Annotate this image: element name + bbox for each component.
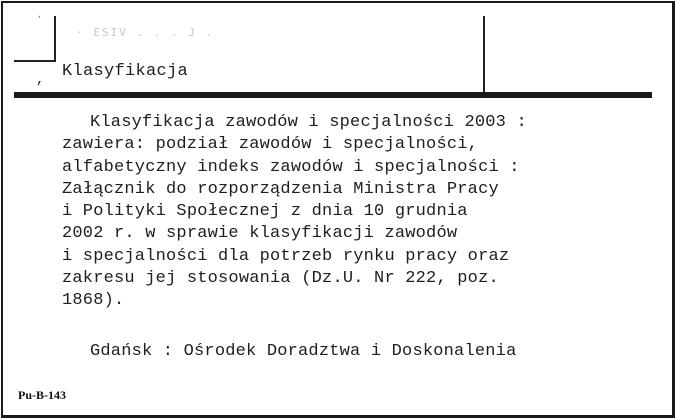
call-number: Pu-B-143 xyxy=(18,388,66,402)
header-divider-line xyxy=(483,16,485,92)
body-line: i specjalności dla potrzeb rynku pracy oraz xyxy=(62,246,510,266)
body-line: alfabetyczny indeks zawodów i specjalności : xyxy=(62,157,520,177)
heading-rule xyxy=(14,92,652,98)
body-line: zawiera: podział zawodów i specjalności, xyxy=(62,135,479,155)
body-line: Klasyfikacja zawodów i specjalności 2003 : xyxy=(90,113,527,132)
body-line: i Polityki Społecznej z dnia 10 grudnia xyxy=(62,202,468,222)
body-line: Załącznik do rozporządzenia Ministra Pracy xyxy=(62,179,499,199)
card-body xyxy=(62,112,652,313)
bullet-mark: , xyxy=(36,72,45,88)
body-line: zakresu jej stosowania (Dz.U. Nr 222, poz. xyxy=(62,269,499,289)
publisher-line: Gdańsk : Ośrodek Doradztwa i Doskonalenia xyxy=(90,342,517,361)
bracket-vertical-line xyxy=(54,16,56,62)
body-line: 2002 r. w sprawie klasyfikacji zawodów xyxy=(62,224,458,244)
corner-mark: · xyxy=(36,12,43,24)
bracket-horizontal-line xyxy=(14,60,56,62)
faint-header-text: · ESIV . . . J . xyxy=(76,26,214,39)
body-line: 1868). xyxy=(62,291,125,311)
card-heading: Klasyfikacja xyxy=(62,62,189,81)
